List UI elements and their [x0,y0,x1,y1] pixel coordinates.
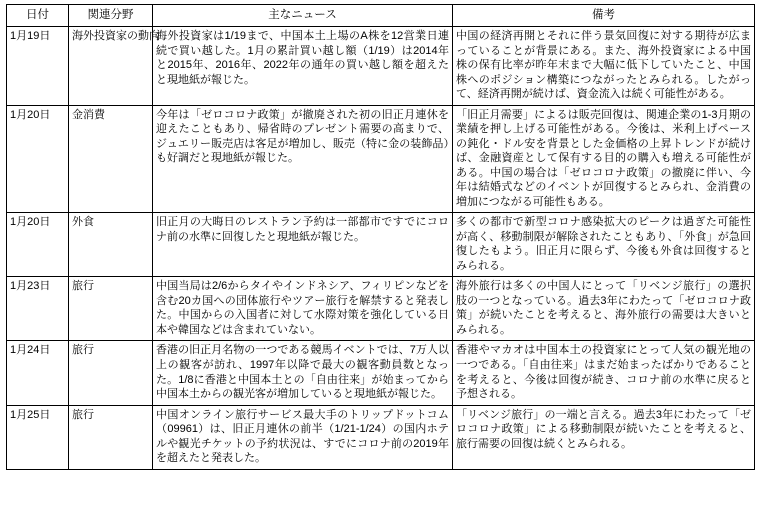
table-row [7,213,755,277]
cell-note: 「旧正月需要」によるは販売回復は、関連企業の1-3月期の業績を押し上げる可能性がある。今後は、米利上げペースの鈍化・ドル安を背景とした金価格の上昇トレンドが続けば、金融資産として保有する目的の購入も増える可能性がある。中国の場合は「ゼロコロナ政策」の撤廃に伴い、今年は結婚式などのイベントが回復するとみられ、金消費の増加につながる可能性もある。 [453,105,755,213]
column-header-news: 主なニュース [153,5,453,27]
cell-field: 海外投資家の動向 [69,27,153,106]
cell-news: 旧正月の大晦日のレストラン予約は一部都市ですでにコロナ前の水準に回復したと現地紙が報じた。 [153,213,453,277]
cell-note: 「リベンジ旅行」の一端と言える。過去3年にわたって「ゼロコロナ政策」による移動制限が続いたことを考えると、旅行需要の回復は続くとみられる。 [453,405,755,469]
cell-field: 旅行 [69,277,153,341]
cell-field: 旅行 [69,341,153,405]
cell-news: 中国オンライン旅行サービス最大手のトリップドットコム（09961）は、旧正月連休の前半（1/21-1/24）の国内ホテルや観光チケットの予約状況は、すでにコロナ前の2019年を超えたと発表した。 [153,405,453,469]
cell-date: 1月25日 [7,405,69,469]
cell-date: 1月23日 [7,277,69,341]
news-table [6,4,755,470]
cell-news: 今年は「ゼロコロナ政策」が撤廃された初の旧正月連休を迎えたこともあり、帰省時のプレゼント需要の高まりで、ジュエリー販売店は客足が増加し、販売（特に金の装飾品）も好調だと現地紙が報じた。 [153,105,453,213]
cell-date: 1月20日 [7,105,69,213]
column-header-date: 日付 [7,5,69,27]
cell-note: 中国の経済再開とそれに伴う景気回復に対する期待が広まっていることが背景にある。また、海外投資家による中国株の保有比率が昨年末まで大幅に低下していたこと、中国株へのポジション構築につながったとみられる。したがって、経済再開が続けば、資金流入は続く可能性がある。 [453,27,755,106]
table-body [7,27,755,469]
cell-field: 旅行 [69,405,153,469]
cell-date: 1月19日 [7,27,69,106]
table-row [7,27,755,106]
cell-field: 外食 [69,213,153,277]
table-row [7,341,755,405]
cell-note: 香港やマカオは中国本土の投資家にとって人気の観光地の一つである。「自由往来」はまだ始まったばかりであることを考えると、今後は回復が続き、コロナ前の水準に戻ると予想される。 [453,341,755,405]
table-row [7,277,755,341]
cell-news: 香港の旧正月名物の一つである競馬イベントでは、7万人以上の観客が訪れ、1997年以降で最大の観客動員数となった。1/8に香港と中国本土との「自由往来」が始まってから中国本土からの観光客が増加していると現地紙が報じた。 [153,341,453,405]
table-header-row [7,5,755,27]
cell-date: 1月24日 [7,341,69,405]
table-row [7,405,755,469]
cell-field: 金消費 [69,105,153,213]
cell-note: 多くの都市で新型コロナ感染拡大のピークは過ぎた可能性が高く、移動制限が解除されたこともあり、「外食」が急回復したもよう。旧正月に限らず、今後も外食は回復するとみられる。 [453,213,755,277]
cell-news: 海外投資家は1/19まで、中国本土上場のA株を12営業日連続で買い越した。1月の累計買い越し額（1/19）は2014年と2015年、2016年、2022年の通年の買い越し額を超えたと現地紙が報じた。 [153,27,453,106]
cell-note: 海外旅行は多くの中国人にとって「リベンジ旅行」の選択肢の一つとなっている。過去3年にわたって「ゼロコロナ政策」が続いたことを考えると、海外旅行の需要は大きいとみられる。 [453,277,755,341]
cell-news: 中国当局は2/6からタイやインドネシア、フィリピンなどを含む20カ国への団体旅行やツアー旅行を解禁すると発表した。中国からの入国者に対して水際対策を強化している日本や韓国などは含まれていない。 [153,277,453,341]
column-header-note: 備考 [453,5,755,27]
cell-date: 1月20日 [7,213,69,277]
table-row [7,105,755,213]
column-header-field: 関連分野 [69,5,153,27]
table-header [7,5,755,27]
